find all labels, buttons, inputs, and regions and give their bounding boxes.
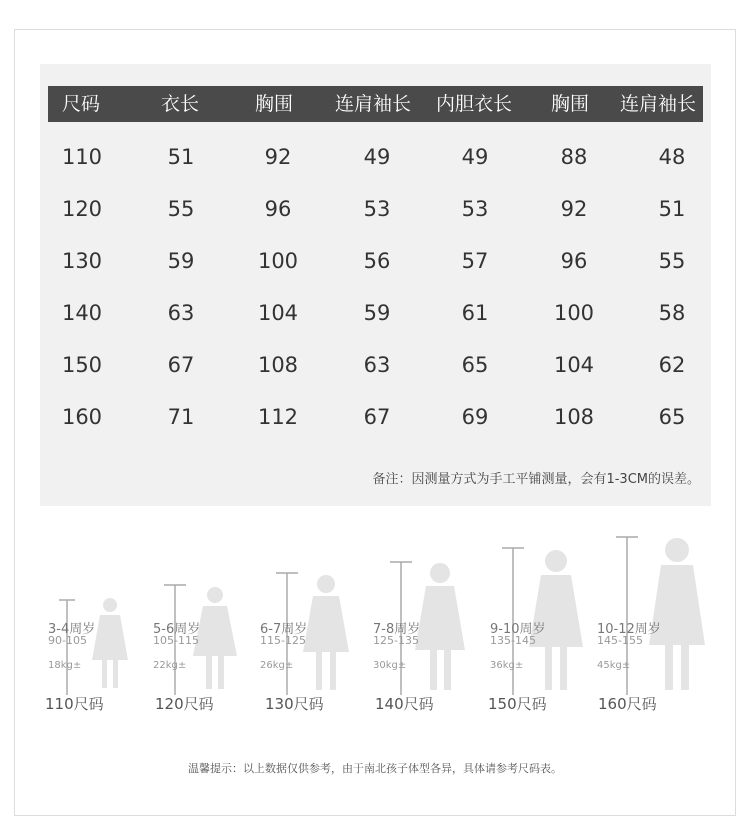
table-cell: 92 — [264, 145, 292, 169]
warm-tip: 温馨提示：以上数据仅供参考，由于南北孩子体型各异，具体请参考尺码表。 — [188, 762, 562, 775]
header-size: 尺码 — [61, 93, 101, 115]
height-range: 115-125 — [260, 634, 306, 647]
table-row — [48, 402, 703, 432]
table-row — [48, 194, 703, 224]
table-cell: 160 — [61, 405, 103, 429]
table-cell: 49 — [363, 145, 391, 169]
table-row — [48, 298, 703, 328]
height-range: 135-145 — [490, 634, 536, 647]
age-range: 6-7周岁 — [260, 622, 308, 637]
table-cell: 140 — [61, 301, 103, 325]
table-cell: 150 — [61, 353, 103, 377]
table-cell: 56 — [363, 249, 391, 273]
height-range: 105-115 — [153, 634, 199, 647]
measurement-note: 备注：因测量方式为手工平铺测量，会有1-3CM的误差。 — [372, 472, 700, 487]
table-cell: 104 — [553, 353, 595, 377]
table-cell: 55 — [658, 249, 686, 273]
size-figure — [373, 530, 483, 730]
table-cell: 100 — [553, 301, 595, 325]
table-row — [48, 142, 703, 172]
header-length: 衣长 — [160, 93, 200, 115]
age-range: 3-4周岁 — [48, 622, 96, 637]
table-cell: 58 — [658, 301, 686, 325]
size-table-header — [48, 86, 703, 122]
table-cell: 112 — [257, 405, 299, 429]
size-figure — [153, 530, 263, 730]
table-cell: 71 — [167, 405, 195, 429]
table-cell: 53 — [461, 197, 489, 221]
table-cell: 55 — [167, 197, 195, 221]
weight: 26kg± — [260, 660, 294, 671]
table-row — [48, 246, 703, 276]
table-cell: 69 — [461, 405, 489, 429]
table-cell: 59 — [167, 249, 195, 273]
height-range: 90-105 — [48, 634, 87, 647]
table-cell: 108 — [553, 405, 595, 429]
table-cell: 92 — [560, 197, 588, 221]
table-cell: 65 — [461, 353, 489, 377]
table-cell: 96 — [560, 249, 588, 273]
table-cell: 63 — [363, 353, 391, 377]
size-figure — [597, 530, 707, 730]
table-cell: 59 — [363, 301, 391, 325]
weight: 45kg± — [597, 660, 631, 671]
table-cell: 61 — [461, 301, 489, 325]
age-range: 5-6周岁 — [153, 622, 201, 637]
header-lining-chest: 胸围 — [550, 93, 590, 115]
header-chest: 胸围 — [254, 93, 294, 115]
weight: 18kg± — [48, 660, 82, 671]
table-cell: 65 — [658, 405, 686, 429]
header-lining-sleeve: 连肩袖长 — [619, 93, 697, 115]
height-range: 125-135 — [373, 634, 419, 647]
table-cell: 88 — [560, 145, 588, 169]
table-cell: 63 — [167, 301, 195, 325]
weight: 22kg± — [153, 660, 187, 671]
table-cell: 110 — [61, 145, 103, 169]
table-cell: 51 — [167, 145, 195, 169]
table-cell: 51 — [658, 197, 686, 221]
size-label: 120尺码 — [155, 695, 214, 713]
table-cell: 120 — [61, 197, 103, 221]
table-row — [48, 350, 703, 380]
table-cell: 67 — [363, 405, 391, 429]
weight: 30kg± — [373, 660, 407, 671]
size-figure — [490, 530, 600, 730]
table-cell: 62 — [658, 353, 686, 377]
height-range: 145-155 — [597, 634, 643, 647]
table-cell: 53 — [363, 197, 391, 221]
size-label: 140尺码 — [375, 695, 434, 713]
size-figure — [45, 530, 158, 730]
size-table-panel — [40, 64, 711, 506]
header-sleeve: 连肩袖长 — [334, 93, 412, 115]
age-range: 10-12周岁 — [597, 622, 661, 637]
age-range: 7-8周岁 — [373, 622, 421, 637]
table-cell: 67 — [167, 353, 195, 377]
size-figure — [260, 530, 370, 730]
age-range: 9-10周岁 — [490, 622, 546, 637]
table-cell: 104 — [257, 301, 299, 325]
table-cell: 49 — [461, 145, 489, 169]
table-cell: 96 — [264, 197, 292, 221]
weight: 36kg± — [490, 660, 524, 671]
header-lining-length: 内胆衣长 — [435, 93, 513, 115]
size-label: 130尺码 — [265, 695, 324, 713]
size-label: 160尺码 — [598, 695, 657, 713]
table-cell: 57 — [461, 249, 489, 273]
table-cell: 48 — [658, 145, 686, 169]
table-cell: 130 — [61, 249, 103, 273]
table-cell: 108 — [257, 353, 299, 377]
table-cell: 100 — [257, 249, 299, 273]
size-label: 110尺码 — [45, 695, 104, 713]
size-label: 150尺码 — [488, 695, 547, 713]
